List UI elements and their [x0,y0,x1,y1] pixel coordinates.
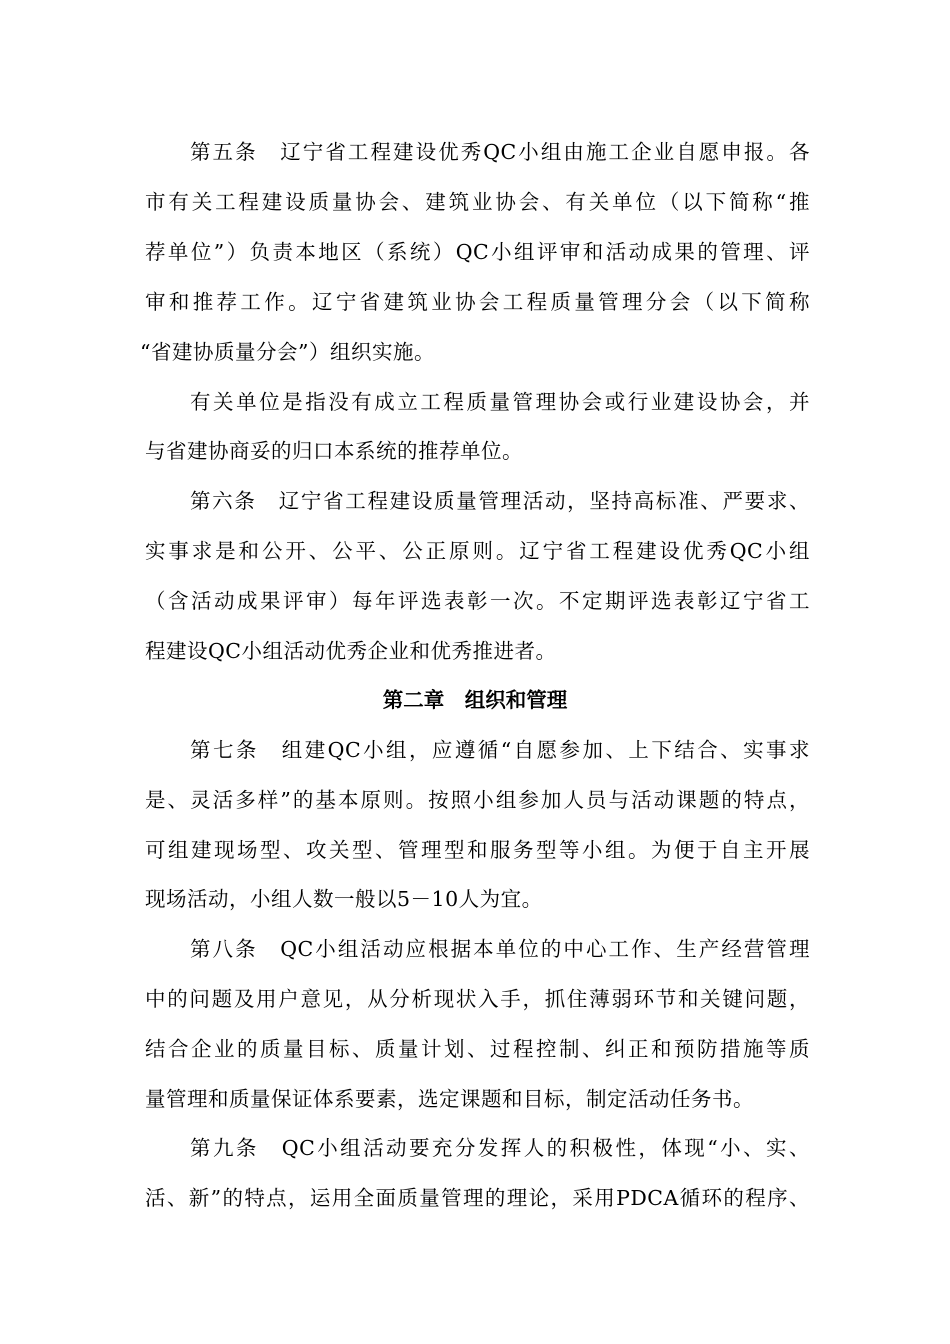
article-8-line-2: 中的问题及用户意见，从分析现状入手，抓住薄弱环节和关键问题， [145,987,810,1011]
article-5-line-4: 审和推荐工作。辽宁省建筑业协会工程质量管理分会（以下简称 [145,290,810,314]
article-5-note-line-1: 有关单位是指没有成立工程质量管理协会或行业建设协会，并 [190,390,810,414]
article-6-line-4: 程建设QC小组活动优秀企业和优秀推进者。 [145,639,557,663]
article-6-line-2: 实事求是和公开、公平、公正原则。辽宁省工程建设优秀QC小组 [145,539,810,563]
article-5-line-5: “省建协质量分会”）组织实施。 [140,340,435,364]
article-7-line-3: 可组建现场型、攻关型、管理型和服务型等小组。为便于自主开展 [145,838,810,862]
article-8-line-1: 第八条 QC小组活动应根据本单位的中心工作、生产经营管理 [190,937,810,961]
chapter-heading: 第二章 组织和管理 [382,688,568,712]
article-7-line-4: 现场活动，小组人数一般以5－10人为宜。 [145,887,543,911]
article-9-line-1: 第九条 QC小组活动要充分发挥人的积极性，体现“小、实、 [190,1136,810,1160]
article-8-line-4: 量管理和质量保证体系要素，选定课题和目标，制定活动任务书。 [145,1087,754,1111]
article-8-line-3: 结合企业的质量目标、质量计划、过程控制、纠正和预防措施等质 [145,1037,810,1061]
article-7-line-2: 是、灵活多样”的基本原则。按照小组参加人员与活动课题的特点， [145,788,810,812]
article-6-line-3: （含活动成果评审）每年评选表彰一次。不定期评选表彰辽宁省工 [145,589,810,613]
article-5-line-1: 第五条 辽宁省工程建设优秀QC小组由施工企业自愿申报。各 [190,140,810,164]
article-6-line-1: 第六条 辽宁省工程建设质量管理活动，坚持高标准、严要求、 [190,489,810,513]
article-5-note-line-2: 与省建协商妥的归口本系统的推荐单位。 [145,439,523,463]
article-5-line-2: 市有关工程建设质量协会、建筑业协会、有关单位（以下简称“推 [145,190,810,214]
article-5-line-3: 荐单位”）负责本地区（系统）QC小组评审和活动成果的管理、评 [145,240,810,264]
article-7-line-1: 第七条 组建QC小组，应遵循“自愿参加、上下结合、实事求 [190,738,810,762]
article-9-line-2: 活、新”的特点，运用全面质量管理的理论，采用PDCA循环的程序、 [145,1186,810,1210]
